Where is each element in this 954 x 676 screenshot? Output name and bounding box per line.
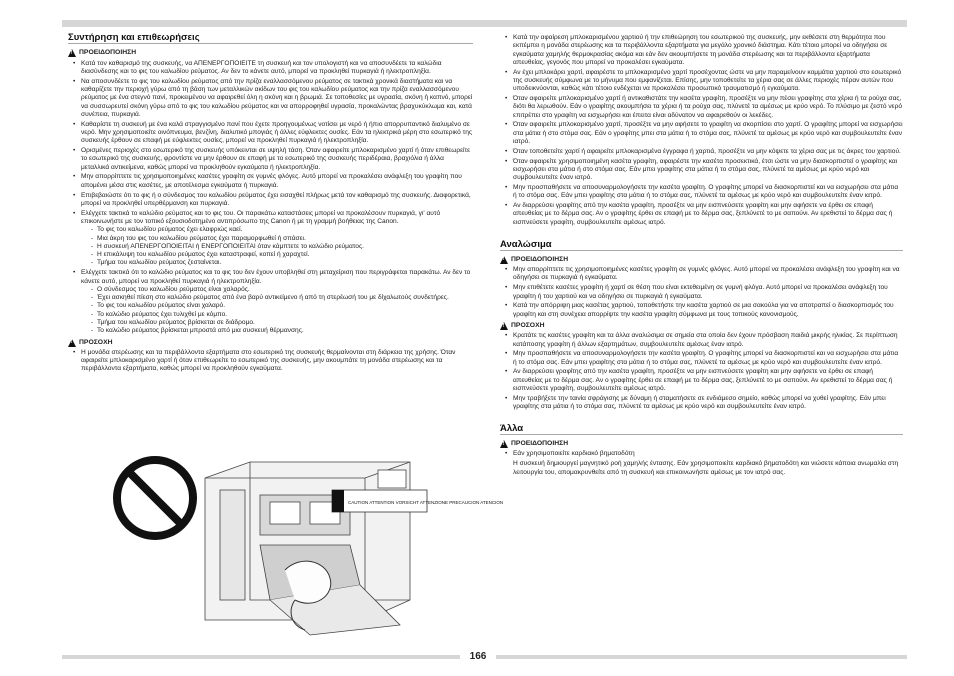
right-column [500, 34, 903, 477]
list-item: • Όταν αφαιρείτε μπλοκαρισμένο χαρτί, προσέξτε να μην αφήσετε το γραφίτη να σκορπίσει στο χαρτί. Ο γραφίτης μπορεί να εισχωρήσει στα μάτια ή στο στόμα σας. Εάν ο γραφίτης μπει στα μάτια ή το στόμα σας, πλύνετέ τα αμέσως με κρύο νερό και συμβουλευτείτε έναν ιατρό. [508, 121, 903, 146]
dash-item: - Το καλώδιο ρεύματος βρίσκεται μπροστά από μια συσκευή θέρμανσης. [91, 327, 473, 335]
warning-icon [500, 256, 508, 264]
list-item: • Εάν χρησιμοποιείτε καρδιακό βηματοδότη [508, 450, 903, 458]
caution-label: ΠΡΟΣΟΧΗ [79, 338, 113, 346]
page-number: 166 [460, 650, 496, 664]
warning-list [68, 60, 473, 336]
dash-list [81, 226, 473, 267]
warning-label: ΠΡΟΕΙΔΟΠΟΙΗΣΗ [511, 440, 569, 448]
sticker-text: CAUTION ATTENTION VORSICHT ATTENZIONE PRECAUCION ATENCION [348, 500, 504, 505]
dash-list [81, 286, 473, 336]
list-item-text: Ελέγχετε τακτικά ότι το καλώδιο ρεύματος και το φις του δεν έχουν υποβληθεί στη μεταχείριση που περιγράφεται παρακάτω. Αν δεν το κάνετε αυτό, μπορεί να προκληθεί πυρκαγιά ή ηλεκτροπληξία. [81, 269, 471, 285]
dash-item: - Το καλώδιο ρεύματος έχει τυλιχθεί με κόμπο. [91, 311, 473, 319]
dash-item: - Το φις του καλωδίου ρεύματος έχει ελαφριώς καεί. [91, 226, 473, 234]
printer-drawing [205, 462, 410, 635]
header-rule [62, 20, 907, 27]
dash-item: - Μια άκρη του φις του καλωδίου ρεύματος έχει παραμορφωθεί ή σπάσει. [91, 235, 473, 243]
printer-illustration [110, 450, 504, 645]
list-item: • Κατά τον καθαρισμό της συσκευής, να ΑΠΕΝΕΡΓΟΠΟΙΕΙΤΕ τη συσκευή και τον υπολογιστή και να αποσυνδέετε τα καλώδια διασύνδεσης και το φις του καλωδίου ρεύματος. Αν δεν το κάνετε αυτό, μπορεί να προκληθεί πυρκαγιά ή ηλεκτροπληξία. [76, 60, 473, 77]
caution-heading [68, 339, 473, 347]
left-column [68, 34, 473, 375]
dash-item: - Ο σύνδεσμος του καλωδίου ρεύματος είναι χαλαρός. [91, 286, 473, 294]
consumables-warning-list [500, 266, 903, 319]
other-list [500, 450, 903, 458]
dash-item: - Έχει ασκηθεί πίεση στο καλώδιο ρεύματος από ένα βαρύ αντικείμενο ή από τη στερέωσή του με δίχαλωτούς συνδετήρες. [91, 294, 473, 302]
section-title-maintenance: Συντήρηση και επιθεωρήσεις [68, 34, 473, 44]
list-item: • Μην απορρίπτετε τις χρησιμοποιημένες κασέτες γραφίτη σε γυμνές φλόγες. Αυτό μπορεί να προκαλέσει ανάφλεξη του γραφίτη που απομένει μέσα στις κασέτες, με αποτέλεσμα εγκαύματα ή πυρκαγιά. [76, 173, 473, 190]
warning-heading [68, 49, 473, 57]
list-item: • Μην προσπαθήσετε να αποσυναρμολογήσετε την κασέτα γραφίτη. Ο γραφίτης μπορεί να διασκορπιστεί και να εισχωρήσει στα μάτια ή το στόμα σας. Εάν μπει γραφίτης στα μάτια ή το στόμα σας, πλύνετέ τα αμέσως με κρύο νερό και συμβουλευτείτε έναν ιατρό. [508, 350, 903, 367]
list-item-text: Ελέγχετε τακτικά το καλώδιο ρεύματος και το φις του. Οι παρακάτω καταστάσεις μπορεί να προκαλέσουν πυρκαγιά, γι' αυτό επικοινωνήστε με τον τοπικό εξουσιοδοτημένο αντιπρόσωπο της Canon ή με τη γραμμή βοήθειας της Canon. [81, 209, 441, 225]
list-item: • Αν έχει μπλοκάρει χαρτί, αφαιρέστε το μπλοκαρισμένο χαρτί προσέχοντας ώστε να μην παραμείνουν κομμάτια χαρτιού στο εσωτερικό της συσκευής σύμφωνα με το μήνυμα που εμφανίζεται. Επίσης, μην τοποθετείτε τα χέρια σας σε άλλες περιοχές πέραν αυτών που υποδεικνύονται, καθώς κάτι τέτοιο ενδέχεται να προκαλέσει προσωπικό τραυματισμό ή εγκαύματα. [508, 69, 903, 94]
dash-item: - Η επικάλυψη του καλωδίου ρεύματος έχει καταστραφεί, κοπεί ή χαραχτεί. [91, 251, 473, 259]
consumables-caution-list [500, 332, 903, 411]
caution-label: ΠΡΟΣΟΧΗ [511, 321, 545, 329]
warning-label: ΠΡΟΕΙΔΟΠΟΙΗΣΗ [511, 255, 569, 263]
warning-icon [500, 440, 508, 448]
list-item: • Κρατάτε τις κασέτες γραφίτη και τα άλλα αναλώσιμα σε σημεία στα οποία δεν έχουν πρόσβαση παιδιά μικρής ηλικίας. Σε περίπτωση κατάποσης γραφίτη ή άλλων εξαρτημάτων, συμβουλευτείτε αμέσως έναν ιατρό. [508, 332, 903, 349]
list-item: • Αν διαρρεύσει γραφίτης από την κασέτα γραφίτη, προσέξτε να μην εισπνεύσετε γραφίτη και μην αφήσετε να έρθει σε επαφή απευθείας με το δέρμα σας. Αν ο γραφίτης έρθει σε επαφή με το δέρμα σας, ξεπλύνετέ το με σαπούνι. Αν ερεθιστεί το δέρμα σας ή εισπνεύσετε γραφίτη, συμβουλευτείτε αμέσως ιατρό. [508, 202, 903, 227]
list-item: • Μην επιθέτετε κασέτες γραφίτη ή χαρτί σε θέση που είναι εκτεθειμένη σε γυμνή φλόγα. Αυτό μπορεί να προκαλέσει ανάφλεξη του γραφίτη ή του χαρτιού και να οδηγήσει σε πυρκαγιά ή εγκαύματα. [508, 284, 903, 301]
section-title-consumables: Αναλώσιμα [500, 241, 903, 251]
list-item: • Να αποσυνδέετε το φις του καλωδίου ρεύματος από την πρίζα εναλλασσόμενου ρεύματος σε τακτικά χρονικά διαστήματα και να καθαρίζετε την περιοχή γύρω από τη βάση των μεταλλικών ακίδων του φις του καλωδίου ρεύματος και την πρίζα εναλλασσόμενου ρεύματος με ένα στεγνό πανί, προκειμένου να αφαιρεθεί όλη η σκόνη και η βρωμιά. Σε τοποθεσίες με υγρασία, σκόνη ή καπνό, μπορεί να συσσωρευτεί σκόνη γύρω από το φις του καλωδίου ρεύματος και να απορροφηθεί υγρασία, προκαλώντας βραχυκύκλωμα και, κατά συνέπεια, πυρκαγιά. [76, 78, 473, 119]
list-item: • Αν διαρρεύσει γραφίτης από την κασέτα γραφίτη, προσέξτε να μην εισπνεύσετε γραφίτη και μην αφήσετε να έρθει σε επαφή απευθείας με το δέρμα σας. Αν ο γραφίτης έρθει σε επαφή με το δέρμα σας, ξεπλύνετέ το με σαπούνι. Αν ερεθιστεί το δέρμα σας ή εισπνεύσετε γραφίτη, συμβουλευτείτε αμέσως ιατρό. [508, 368, 903, 393]
list-item: • Καθαρίστε τη συσκευή με ένα καλά στραγγισμένο πανί που έχετε προηγουμένως νοτίσει με νερό ή ήπιο απορρυπαντικό διαλυμένο σε νερό. Μην χρησιμοποιείτε οινόπνευμα, βενζίνη, διαλυτικό μπογιάς ή άλλες εύφλεκτες ουσίες. Εάν τα ηλεκτρικά μέρη στο εσωτερικό της συσκευής έρθουν σε επαφή με εύφλεκτες ουσίες, μπορεί να προκληθεί πυρκαγιά ή ηλεκτροπληξία. [76, 121, 473, 146]
dash-item: - Τμήμα του καλωδίου ρεύματος ζεσταίνεται. [91, 259, 473, 267]
intro-list [500, 34, 903, 227]
dash-item: - Η συσκευή ΑΠΕΝΕΡΓΟΠΟΙΕΙΤΑΙ ή ΕΝΕΡΓΟΠΟΙΕΙΤΑΙ όταν κάμπτετε το καλώδιο ρεύματος. [91, 243, 473, 251]
caution-list [68, 349, 473, 374]
prohibition-sign-icon [117, 460, 193, 536]
list-item: • Ορισμένες περιοχές στο εσωτερικό της συσκευής υπόκεινται σε υψηλή τάση. Όταν αφαιρείτε μπλοκαρισμένο χαρτί ή όταν επιθεωρείτε το εσωτερικό της συσκευής, φροντίστε να μην έρθουν σε επαφή με το εσωτερικό της συσκευής περιδέραια, βραχιόλια ή άλλα μεταλλικά αντικείμενα, καθώς μπορεί να προκληθούν εγκαύματα ή ηλεκτροπληξία. [76, 147, 473, 172]
list-item: • Μην προσπαθήσετε να αποσυναρμολογήσετε την κασέτα γραφίτη. Ο γραφίτης μπορεί να διασκορπιστεί και να εισχωρήσει στα μάτια ή το στόμα σας. Εάν μπει γραφίτης στα μάτια ή το στόμα σας, πλύνετέ τα αμέσως με κρύο νερό και συμβουλευτείτε έναν ιατρό. [508, 184, 903, 201]
list-item: • Όταν αφαιρείτε χρησιμοποιημένη κασέτα γραφίτη, αφαιρέστε την κασέτα προσεκτικά, έτσι ώστε να μην διασκορπιστεί ο γραφίτης και εισχωρήσει στα μάτια ή στο στόμα σας. Εάν μπει γραφίτης στα μάτια ή το στόμα σας, πλύνετέ τα αμέσως με κρύο νερό και συμβουλευτείτε έναν ιατρό. [508, 158, 903, 183]
dash-item: - Το φις του καλωδίου ρεύματος είναι χαλαρό. [91, 302, 473, 310]
list-item [76, 269, 473, 335]
caution-icon [500, 322, 508, 330]
list-item [76, 210, 473, 268]
list-item: • Κατά την απόρριψη μιας κασέτας χαρτιού, τοποθετήστε την κασέτα χαρτιού σε μια σακούλα για να αποτραπεί ο διασκορπισμός του γραφίτη και στη συνέχεια απορρίψτε την κασέτα γραφίτη σύμφωνα με τους τοπικούς κανονισμούς. [508, 302, 903, 319]
list-item: • Όταν αφαιρείτε μπλοκαρισμένο χαρτί ή αντικαθιστάτε την κασέτα γραφίτη, προσέξτε να μην πέσει γραφίτης στα χέρια ή τα ρούχα σας, διότι θα λερωθούν. Εάν ο γραφίτης ακουμπήσει τα χέρια ή τα ρούχα σας, πλύνετέ τα αμέσως με κρύο νερό. Το πλύσιμο με ζεστό νερό επιτρέπει στο γραφίτη να εισχωρήσει και έπειτα είναι αδύνατον να αφαιρεθούν οι λεκέδες. [508, 95, 903, 120]
warning-icon [68, 49, 76, 57]
dash-item: - Τμήμα του καλωδίου ρεύματος βρίσκεται σε διάδρομο. [91, 319, 473, 327]
list-item: • Όταν τοποθετείτε χαρτί ή αφαιρείτε μπλοκαρισμένα έγγραφα ή χαρτιά, προσέξτε να μην κόψετε τα χέρια σας με τις άκρες του χαρτιού. [508, 148, 903, 156]
list-item: • Κατά την αφαίρεση μπλοκαρισμένου χαρτιού ή την επιθεώρηση του εσωτερικού της συσκευής, μην εκθέσετε στη θερμότητα που εκπέμπει η μονάδα στερέωσης και τα περιβάλλοντα εξαρτήματα για μεγάλο χρονικό διάστημα. Κάτι τέτοιο μπορεί να οδηγήσει σε εγκαύματα χαμηλής θερμοκρασίας ακόμα και εάν δεν ακουμπήσετε τη μονάδα στερέωσης και τα περιβάλλοντα εξαρτήματα απευθείας, γεγονός που μπορεί να προκαλέσει εγκαύματα. [508, 34, 903, 67]
warning-heading [500, 440, 903, 448]
warning-heading [500, 256, 903, 264]
pacemaker-text: Η συσκευή δημιουργεί μαγνητικό ροή χαμηλής έντασης. Εάν χρησιμοποιείτε καρδιακό βηματοδότη και νιώσετε κάποια ανωμαλία στη λειτουργία του, απομακρυνθείτε από τη συσκευή και επικοινωνήστε αμέσως με τον ιατρό σας. [513, 460, 899, 476]
list-item: • Μην τραβήξετε την ταινία σφράγισης με δύναμη ή σταματήσετε σε ενδιάμεσο σημείο, καθώς μπορεί να χυθεί γραφίτης. Εάν μπει γραφίτης στα μάτια ή το στόμα σας, πλύνετέ τα αμέσως με κρύο νερό και συμβουλευτείτε έναν ιατρό. [508, 395, 903, 412]
list-item: • Μην απορρίπτετε τις χρησιμοποιημένες κασέτες γραφίτη σε γυμνές φλόγες. Αυτό μπορεί να προκαλέσει ανάφλεξη του γραφίτη και να οδηγήσει σε πυρκαγιά ή εγκαύματα. [508, 266, 903, 283]
warning-label: ΠΡΟΕΙΔΟΠΟΙΗΣΗ [79, 49, 137, 57]
section-title-other: Άλλα [500, 425, 903, 435]
list-item: • Επιβεβαιώστε ότι το φις ή ο σύνδεσμος του καλωδίου ρεύματος έχει εισαχθεί πλήρως μετά τον καθαρισμό της συσκευής. Διαφορετικά, μπορεί να προκληθεί υπερθέρμανση και πυρκαγιά. [76, 192, 473, 209]
caution-heading [500, 322, 903, 330]
caution-label-sticker [332, 490, 503, 512]
list-item: • Η μονάδα στερέωσης και τα περιβάλλοντα εξαρτήματα στο εσωτερικό της συσκευής θερμαίνονται στη διάρκεια της χρήσης. Όταν αφαιρείτε μπλοκαρισμένο χαρτί ή όταν επιθεωρείτε το εσωτερικό της συσκευής, μην ακουμπάτε τη μονάδα στερέωσης και τα περιβάλλοντα εξαρτήματα, καθώς μπορεί να προκληθούν εγκαύματα. [76, 349, 473, 374]
caution-icon [68, 339, 76, 347]
